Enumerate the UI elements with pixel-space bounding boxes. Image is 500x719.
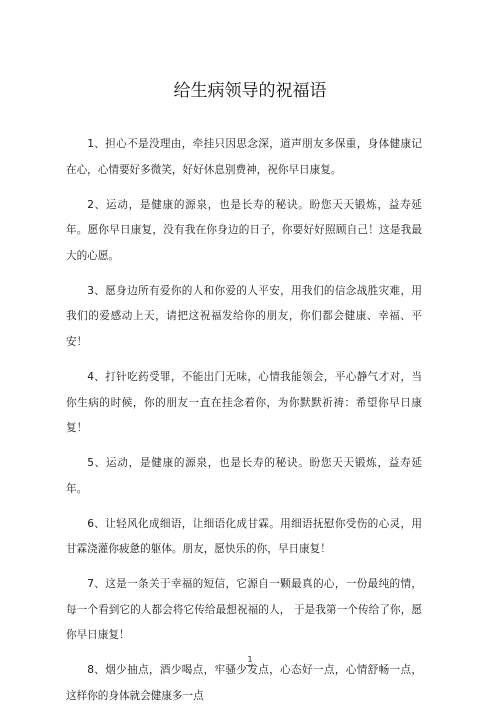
paragraph-8: 8、烟少抽点，酒少喝点，牢骚少发点，心态好一点，心情舒畅一点，这样你的身体就会健康多一点 <box>66 664 422 703</box>
paragraph-5: 5、运动，是健康的源泉，也是长寿的秘诀。盼您天天锻炼，益寿延年。 <box>66 457 422 495</box>
document-title: 给生病领导的祝福语 <box>173 81 327 101</box>
document-body <box>66 132 422 719</box>
paragraph-4: 4、打针吃药受罪，不能出门无味，心情我能领会，平心静气才对，当你生病的时候，你的朋友一直在挂念着你，为你默默祈祷：希望你早日康复！ <box>66 370 422 435</box>
paragraph-1: 1、担心不是没理由，牵挂只因思念深，道声朋友多保重，身体健康记在心，心情要好多微笑，好好休息别费神，祝你早日康复。 <box>66 138 422 176</box>
paragraph-3: 3、愿身边所有爱你的人和你爱的人平安，用我们的信念战胜灾难，用我们的爱感动上天，请把这祝福发给你的朋友，你们都会健康、幸福、平安！ <box>66 284 422 348</box>
paragraph-7: 7、这是一条关于幸福的短信，它源自一颗最真的心，一份最纯的情，每一个看到它的人都会将它传给最想祝福的人， 于是我第一个传给了你，愿你早日康复！ <box>66 578 422 642</box>
paragraph-6: 6、让轻风化成细语，让细语化成甘霖。用细语抚慰你受伤的心灵，用甘霖浇灌你疲惫的躯体。朋友，愿快乐的你，早日康复！ <box>66 517 422 556</box>
paragraph-2: 2、运动，是健康的源泉，也是长寿的秘诀。盼您天天锻炼，益寿延年。愿你早日康复，没有我在你身边的日子，你要好好照顾自己！这是我最大的心愿。 <box>66 198 422 262</box>
page-number <box>0 655 500 666</box>
page-number-label: 1 <box>247 655 253 664</box>
